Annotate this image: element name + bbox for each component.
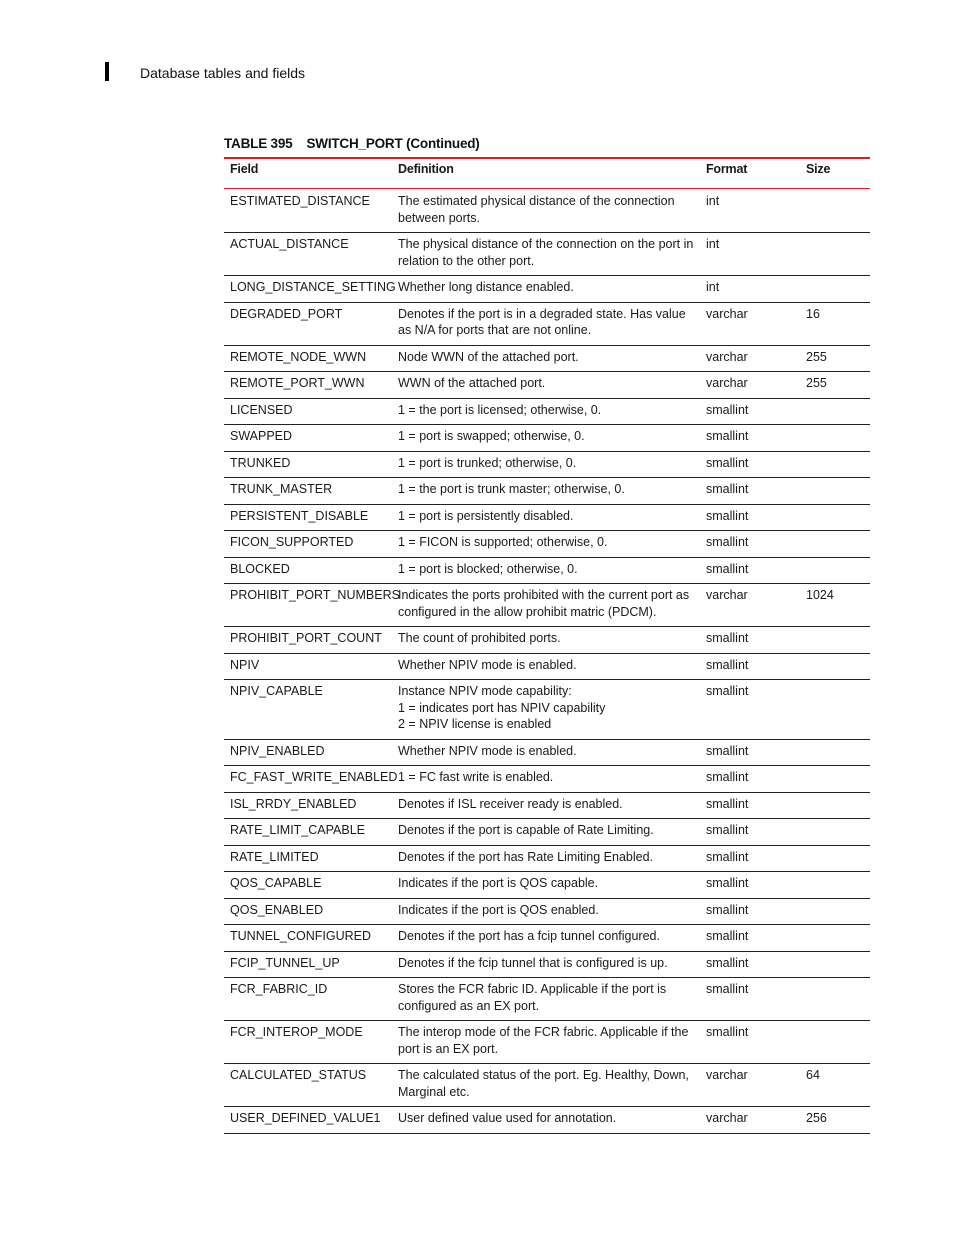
cell-size [800,766,870,793]
cell-size [800,398,870,425]
definition-line: 1 = the port is licensed; otherwise, 0. [398,402,602,417]
definition-line: 2 = NPIV license is enabled [398,717,552,731]
cell-definition [392,766,700,793]
cell-definition [392,478,700,505]
definition-line: The physical distance of the connection on the port in relation to the other port. [398,237,694,268]
definition-line: 1 = FC fast write is enabled. [398,770,554,784]
cell-definition [392,233,700,276]
cell-format: varchar [700,1107,800,1134]
table-container [224,157,870,1134]
definition-line: 1 = port is persistently disabled. [398,508,574,523]
cell-format: smallint [700,398,800,425]
cell-definition [392,451,700,478]
table-row [224,189,870,233]
cell-size [800,872,870,899]
cell-field: SWAPPED [224,425,392,452]
cell-definition [392,1107,700,1134]
cell-definition [392,1064,700,1107]
table-title: SWITCH_PORT (Continued) [306,136,480,151]
cell-format: smallint [700,1021,800,1064]
definition-line: User defined value used for annotation. [398,1111,617,1125]
cell-format: varchar [700,345,800,372]
cell-format: varchar [700,584,800,627]
cell-definition [392,504,700,531]
definition-line: Indicates if the port is QOS enabled. [398,902,599,917]
cell-format: smallint [700,680,800,740]
cell-definition [392,584,700,627]
table-row [224,680,870,740]
cell-size [800,792,870,819]
definition-line: 1 = port is blocked; otherwise, 0. [398,561,578,576]
cell-definition [392,1021,700,1064]
cell-field: PERSISTENT_DISABLE [224,504,392,531]
definition-line: Denotes if the port has Rate Limiting Enabled. [398,849,654,864]
definition-line: The calculated status of the port. Eg. Healthy, Down, Marginal etc. [398,1068,689,1099]
cell-format: smallint [700,845,800,872]
cell-field: LONG_DISTANCE_SETTING [224,276,392,303]
definition-line: Node WWN of the attached port. [398,349,579,364]
cell-field: USER_DEFINED_VALUE1 [224,1107,392,1134]
cell-size [800,951,870,978]
table-row [224,398,870,425]
definition-line: Indicates if the port is QOS capable. [398,876,599,890]
cell-definition [392,531,700,558]
cell-format: smallint [700,872,800,899]
column-header-definition: Definition [398,162,454,176]
cell-size [800,680,870,740]
table-row [224,898,870,925]
cell-format: smallint [700,451,800,478]
cell-format: smallint [700,766,800,793]
cell-size [800,819,870,846]
table-row [224,451,870,478]
cell-definition [392,819,700,846]
column-header-field: Field [230,162,259,176]
cell-definition [392,898,700,925]
cell-field: ESTIMATED_DISTANCE [224,189,392,233]
definition-line: 1 = the port is trunk master; otherwise, 0. [398,482,625,496]
cell-field: FICON_SUPPORTED [224,531,392,558]
cell-format: smallint [700,951,800,978]
cell-format: smallint [700,978,800,1021]
table-row [224,531,870,558]
cell-definition [392,978,700,1021]
table-row [224,766,870,793]
cell-format: varchar [700,372,800,399]
cell-size: 1024 [800,584,870,627]
cell-field: REMOTE_PORT_WWN [224,372,392,399]
cell-size [800,478,870,505]
definition-line: 1 = port is swapped; otherwise, 0. [398,429,585,443]
table-row [224,504,870,531]
definition-line: Denotes if the port is capable of Rate Limiting. [398,823,654,837]
cell-definition [392,739,700,766]
cell-field: RATE_LIMITED [224,845,392,872]
table-row [224,792,870,819]
cell-definition [392,425,700,452]
table-row [224,233,870,276]
cell-field: ISL_RRDY_ENABLED [224,792,392,819]
cell-field: QOS_CAPABLE [224,872,392,899]
cell-size [800,504,870,531]
table-row [224,425,870,452]
cell-size [800,276,870,303]
cell-field: FCIP_TUNNEL_UP [224,951,392,978]
cell-field: PROHIBIT_PORT_NUMBERS [224,584,392,627]
cell-size [800,557,870,584]
definition-line: Instance NPIV mode capability: [398,684,572,698]
table-row [224,584,870,627]
definition-line: Stores the FCR fabric ID. Applicable if the port is configured as an EX port. [398,982,667,1013]
definition-line: Denotes if the fcip tunnel that is configured is up. [398,955,668,970]
cell-format: smallint [700,425,800,452]
cell-format: smallint [700,557,800,584]
cell-field: NPIV [224,653,392,680]
cell-definition [392,872,700,899]
table-row [224,276,870,303]
table-body [224,189,870,1134]
cell-field: FCR_INTEROP_MODE [224,1021,392,1064]
cell-definition [392,398,700,425]
cell-field: DEGRADED_PORT [224,302,392,345]
cell-field: LICENSED [224,398,392,425]
definition-line: The estimated physical distance of the connection between ports. [398,194,675,225]
cell-definition [392,845,700,872]
table-row [224,302,870,345]
table-row [224,872,870,899]
cell-size [800,898,870,925]
table-row [224,653,870,680]
definition-line: Whether long distance enabled. [398,280,574,294]
definition-line: Whether NPIV mode is enabled. [398,743,577,758]
definition-line: Indicates the ports prohibited with the current port as configured in the allow prohibit matric (PDCM). [398,588,690,619]
cell-size [800,845,870,872]
cell-format: smallint [700,898,800,925]
cell-format: varchar [700,1064,800,1107]
cell-size [800,739,870,766]
table-number: TABLE 395 [224,136,293,151]
cell-field: RATE_LIMIT_CAPABLE [224,819,392,846]
definition-line: 1 = port is trunked; otherwise, 0. [398,455,577,470]
change-bar [105,62,109,81]
table-row [224,1021,870,1064]
table-row [224,845,870,872]
switch-port-table [224,157,870,1134]
cell-definition [392,680,700,740]
cell-field: NPIV_ENABLED [224,739,392,766]
running-header: Database tables and fields [140,65,305,81]
cell-format: varchar [700,302,800,345]
cell-size: 255 [800,372,870,399]
cell-format: smallint [700,792,800,819]
cell-definition [392,557,700,584]
cell-field: PROHIBIT_PORT_COUNT [224,627,392,654]
cell-format: smallint [700,504,800,531]
cell-size: 255 [800,345,870,372]
cell-definition [392,925,700,952]
cell-size [800,978,870,1021]
cell-field: FC_FAST_WRITE_ENABLED [224,766,392,793]
cell-size: 64 [800,1064,870,1107]
table-row [224,978,870,1021]
cell-definition [392,951,700,978]
cell-definition [392,372,700,399]
cell-format: int [700,233,800,276]
table-row [224,951,870,978]
cell-format: smallint [700,925,800,952]
table-row [224,627,870,654]
table-row [224,1064,870,1107]
definition-line: The count of prohibited ports. [398,631,561,645]
cell-definition [392,792,700,819]
cell-definition [392,627,700,654]
cell-format: smallint [700,653,800,680]
table-header-row [224,158,870,189]
cell-size [800,627,870,654]
cell-format: int [700,189,800,233]
cell-format: smallint [700,819,800,846]
cell-field: TUNNEL_CONFIGURED [224,925,392,952]
table-row [224,739,870,766]
table-row [224,478,870,505]
cell-size [800,531,870,558]
cell-format: int [700,276,800,303]
cell-field: TRUNK_MASTER [224,478,392,505]
definition-line: Denotes if the port is in a degraded state. Has value as N/A for ports that are not online. [398,306,686,337]
table-row [224,1107,870,1134]
cell-definition [392,653,700,680]
definition-line: 1 = FICON is supported; otherwise, 0. [398,535,608,549]
table-caption [224,136,480,151]
table-row [224,925,870,952]
table-row [224,372,870,399]
cell-format: smallint [700,478,800,505]
cell-format: smallint [700,627,800,654]
cell-definition [392,302,700,345]
cell-format: smallint [700,739,800,766]
cell-size [800,425,870,452]
cell-size [800,233,870,276]
table-row [224,557,870,584]
definition-line: Denotes if the port has a fcip tunnel configured. [398,929,660,943]
cell-field: FCR_FABRIC_ID [224,978,392,1021]
cell-size [800,451,870,478]
cell-field: QOS_ENABLED [224,898,392,925]
column-header-size: Size [806,162,831,176]
cell-definition [392,345,700,372]
table-row [224,819,870,846]
cell-size [800,925,870,952]
cell-size [800,189,870,233]
definition-line: The interop mode of the FCR fabric. Applicable if the port is an EX port. [398,1025,689,1056]
cell-field: ACTUAL_DISTANCE [224,233,392,276]
definition-line: Denotes if ISL receiver ready is enabled. [398,796,623,811]
table-row [224,345,870,372]
cell-field: REMOTE_NODE_WWN [224,345,392,372]
cell-field: TRUNKED [224,451,392,478]
cell-size [800,1021,870,1064]
cell-field: NPIV_CAPABLE [224,680,392,740]
cell-format: smallint [700,531,800,558]
cell-field: CALCULATED_STATUS [224,1064,392,1107]
definition-line: WWN of the attached port. [398,376,546,390]
definition-line: 1 = indicates port has NPIV capability [398,700,606,715]
definition-line: Whether NPIV mode is enabled. [398,657,577,672]
cell-definition [392,189,700,233]
cell-size [800,653,870,680]
column-header-format: Format [706,162,748,176]
cell-size: 256 [800,1107,870,1134]
cell-definition [392,276,700,303]
cell-size: 16 [800,302,870,345]
cell-field: BLOCKED [224,557,392,584]
